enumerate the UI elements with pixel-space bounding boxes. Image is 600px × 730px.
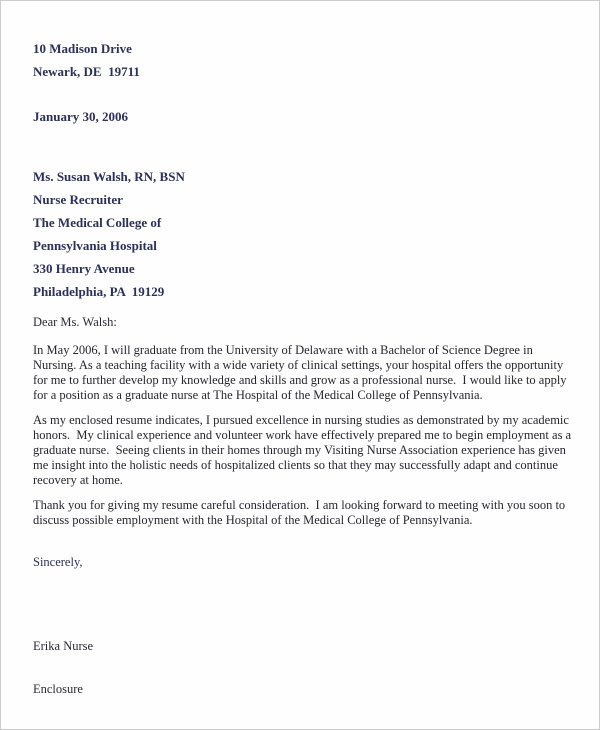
recipient-street: 330 Henry Avenue [33,261,135,276]
body-paragraph-3: Thank you for giving my resume careful consideration. I am looking forward to meeting with you soon to discuss possible employment with the Hospital of the Medical College of Pennsylvania. [33,497,569,527]
signature-name: Erika Nurse [33,638,94,653]
body-paragraph-2: As my enclosed resume indicates, I pursued excellence in nursing studies as demonstrated by my academic honors. My clinical experience and volunteer work have effectively prepared me to begin employment as a graduate nurse. Seeing clients in their homes through my Visiting Nurse Association experience has given me insight into the holistic needs of hospitalized clients so that they may successfully adapt and continue recovery at home. [33,412,575,487]
body-paragraph-1: In May 2006, I will graduate from the University of Delaware with a Bachelor of Science Degree in Nursing. As a teaching facility with a wide variety of clinical settings, your hospital offers the opportunity for me to further develop my knowledge and skills and grow as a professional nurse. I would like to apply for a position as a graduate nurse at The Hospital of the Medical College of Pennsylvania. [33,342,570,402]
recipient-city-state-zip: Philadelphia, PA 19129 [33,284,165,299]
recipient-org-line2: Pennsylvania Hospital [33,238,157,253]
letter-content [33,37,573,709]
closing: Sincerely, [33,554,83,569]
sender-address-line2: Newark, DE 19711 [33,64,140,79]
recipient-org-line1: The Medical College of [33,215,162,230]
sender-address-line1: 10 Madison Drive [33,41,132,56]
recipient-address-block [33,165,573,303]
recipient-name: Ms. Susan Walsh, RN, BSN [33,169,185,184]
enclosure-note: Enclosure [33,681,83,696]
salutation: Dear Ms. Walsh: [33,315,117,329]
recipient-title: Nurse Recruiter [33,192,123,207]
letter-date: January 30, 2006 [33,109,128,124]
sender-address-block [33,37,573,83]
